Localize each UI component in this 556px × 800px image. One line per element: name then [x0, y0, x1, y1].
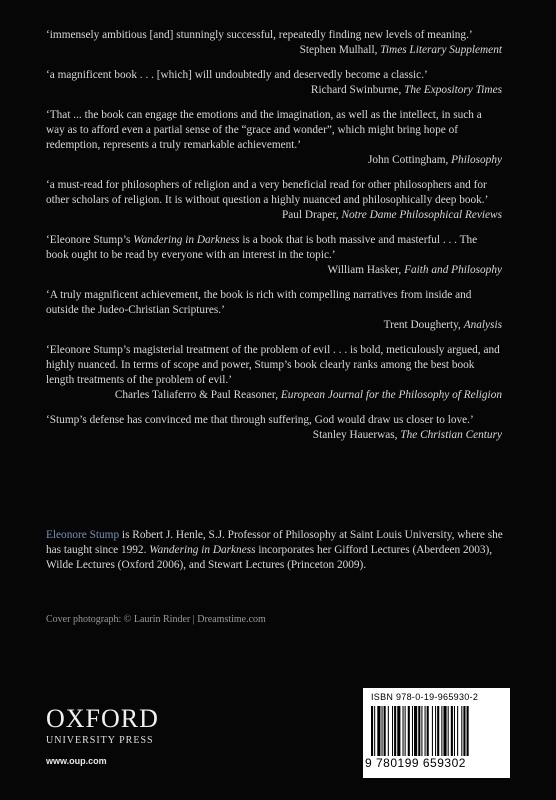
quote-attribution — [46, 263, 502, 278]
quote-text: ‘immensely ambitious [and] stunningly successful, repeatedly finding new levels of meaning.’ — [46, 29, 473, 41]
review-quote — [46, 413, 502, 443]
barcode-bar — [437, 706, 439, 756]
quote-book-title: Wandering in Darkness — [133, 234, 240, 246]
quote-text: ‘Eleonore Stump’s Wandering in Darkness is a book that is both massive and masterful . . . The book ought to be read by everyone with an interest in the topic.’ — [46, 234, 478, 261]
review-quote — [46, 233, 502, 278]
author-name: Eleonore Stump — [46, 529, 120, 541]
quote-author: John Cottingham, — [367, 154, 452, 166]
quote-author: Richard Swinburne, — [310, 84, 405, 96]
review-quotes — [46, 28, 502, 453]
quote-author: Stephen Mulhall, — [299, 44, 381, 56]
quote-source: Philosophy — [451, 154, 502, 166]
quote-author: Paul Draper, — [281, 209, 342, 221]
publisher-subtitle: UNIVERSITY PRESS — [46, 735, 154, 746]
barcode-bar — [463, 706, 465, 756]
barcode-bar — [403, 706, 404, 756]
barcode-bar — [454, 706, 455, 756]
barcode-bar — [461, 706, 462, 756]
barcode-digits: 9 780199 659302 — [365, 756, 466, 770]
quote-text: ‘Stump’s defense has convinced me that through suffering, God would draw us closer to love.’ — [46, 414, 474, 426]
quote-source: The Expository Times — [404, 84, 502, 96]
quote-attribution — [46, 83, 502, 98]
barcode-bar — [441, 706, 442, 756]
barcode-bar — [384, 706, 386, 756]
barcode-bar — [467, 706, 469, 756]
oxford-logo — [46, 706, 159, 746]
review-quote — [46, 108, 502, 168]
review-quote — [46, 68, 502, 98]
barcode-bar — [418, 706, 420, 756]
review-quote — [46, 28, 502, 58]
quote-text: ‘Eleonore Stump’s magisterial treatment of the problem of evil . . . is bold, meticulously argued, and highly nuanced. In terms of scope and power, Stump’s book clearly ranks among the best book length treatments of the problem of evil.’ — [46, 344, 500, 386]
quote-attribution — [46, 318, 502, 333]
publisher-name: OXFORD — [46, 704, 159, 733]
book-title: Wandering in Darkness — [149, 544, 256, 556]
isbn-label: ISBN 978-0-19-965930-2 — [371, 692, 479, 702]
barcode-bar — [414, 706, 417, 756]
barcode-bar — [408, 706, 410, 756]
barcode-bar — [427, 706, 429, 756]
quote-author: Charles Taliaferro & Paul Reasoner, — [114, 389, 281, 401]
barcode-bar — [448, 706, 449, 756]
quote-author: William Hasker, — [327, 264, 405, 276]
barcode-bar — [394, 706, 396, 756]
quote-attribution — [46, 153, 502, 168]
quote-text: ‘That ... the book can engage the emotions and the imagination, as well as the intellect, in such a way as to afford even a partial sense of the “grace and wonder”, which might bring hope of redemption, represents a truly remarkable achievement.’ — [46, 109, 482, 151]
barcode-bar — [435, 706, 436, 756]
quote-source: European Journal for the Philosophy of Religion — [280, 389, 502, 401]
quote-text: ‘a must-read for philosophers of religion and a very beneficial read for other philosophers and for other scholars of religion. It is without question a highly nuanced and philosophically deep book.’ — [46, 179, 489, 206]
quote-source: Times Literary Supplement — [380, 44, 502, 56]
barcode-bars — [371, 706, 502, 756]
quote-attribution — [46, 208, 502, 223]
quote-attribution — [46, 428, 502, 443]
quote-author: Stanley Hauerwas, — [312, 429, 401, 441]
barcode-bar — [457, 706, 458, 756]
quote-attribution — [46, 43, 502, 58]
review-quote — [46, 288, 502, 333]
publisher-url: www.oup.com — [46, 756, 107, 766]
barcode-bar — [432, 706, 433, 756]
barcode-bar — [374, 706, 375, 756]
quote-attribution — [46, 388, 502, 403]
barcode-bar — [443, 706, 446, 756]
author-bio — [46, 528, 506, 573]
isbn-barcode — [363, 688, 510, 778]
barcode-bar — [377, 706, 380, 756]
bio-text-2: incorporates her Gifford Lectures (Aberdeen 2003), Wilde Lectures (Oxford 2006), and Stewart Lectures (Princeton 2009). — [46, 544, 493, 571]
bio-text-1: is Robert J. Henle, S.J. Professor of Philosophy at Saint Louis University, where she has taught since 1992. — [46, 529, 503, 556]
quote-source: Notre Dame Philosophical Reviews — [341, 209, 502, 221]
quote-source: Analysis — [463, 319, 502, 331]
barcode-bar — [392, 706, 393, 756]
barcode-bar — [425, 706, 426, 756]
barcode-bar — [421, 706, 422, 756]
quote-source: The Christian Century — [400, 429, 502, 441]
review-quote — [46, 178, 502, 223]
cover-photo-credit: Cover photograph: © Laurin Rinder | Dreamstime.com — [46, 614, 266, 625]
barcode-bar — [388, 706, 389, 756]
quote-source: Faith and Philosophy — [404, 264, 502, 276]
quote-text: ‘A truly magnificent achievement, the book is rich with compelling narratives from inside and outside the Judeo-Christian Scriptures.’ — [46, 289, 472, 316]
quote-text: ‘a magnificent book . . . [which] will undoubtedly and deservedly become a classic.’ — [46, 69, 428, 81]
barcode-bar — [412, 706, 413, 756]
barcode-bar — [405, 706, 406, 756]
barcode-bar — [382, 706, 383, 756]
barcode-bar — [397, 706, 400, 756]
barcode-bar — [371, 706, 373, 756]
barcode-bar — [451, 706, 453, 756]
review-quote — [46, 343, 502, 403]
quote-author: Trent Dougherty, — [383, 319, 464, 331]
